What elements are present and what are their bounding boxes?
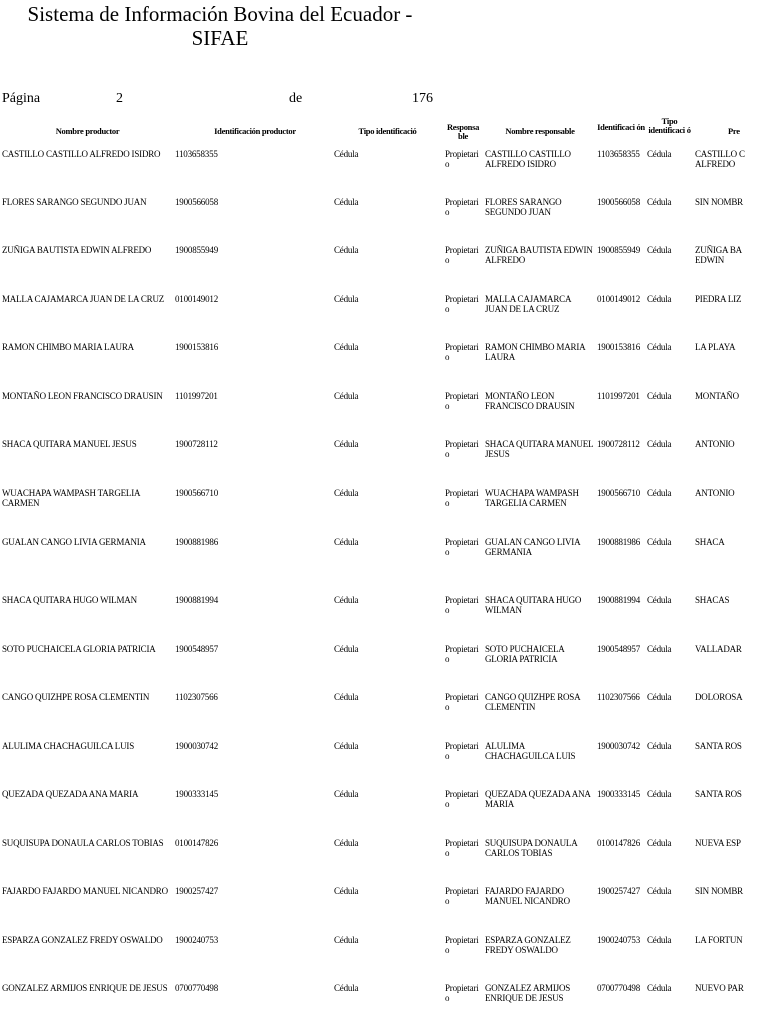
cell-identificacion-responsable: 1900548957	[597, 644, 641, 654]
cell-tipo-identificacion: Cédula	[334, 595, 359, 605]
cell-nombre-productor: QUEZADA QUEZADA ANA MARIA	[2, 789, 139, 799]
cell-nombre-responsable: CASTILLO CASTILLO ALFREDO ISIDRO	[485, 149, 571, 169]
cell-identificacion-responsable: 1102307566	[597, 692, 640, 702]
cell-tipo-identificacion: Cédula	[334, 692, 359, 702]
cell-identificacion-responsable: 1103658355	[597, 149, 640, 159]
cell-predio: VALLADAR	[695, 644, 742, 654]
cell-responsable: Propietari o	[445, 838, 479, 858]
cell-identificacion-productor: 1900881986	[175, 537, 219, 547]
cell-identificacion-responsable: 1900728112	[597, 439, 640, 449]
cell-predio: SHACAS	[695, 595, 730, 605]
document-title	[0, 2, 440, 50]
cell-identificacion-responsable: 1900566058	[597, 197, 641, 207]
cell-identificacion-productor: 1900240753	[175, 935, 219, 945]
cell-tipo-identificacion: Cédula	[334, 294, 359, 304]
cell-identificacion-productor: 0700770498	[175, 983, 219, 993]
cell-identificacion-responsable: 0100147826	[597, 838, 641, 848]
cell-tipo-identificacion-responsable: Cédula	[647, 342, 672, 352]
cell-predio: CASTILLO C ALFREDO	[695, 149, 745, 169]
cell-tipo-identificacion-responsable: Cédula	[647, 644, 672, 654]
cell-responsable: Propietari o	[445, 245, 479, 265]
header-nombre-responsable: Nombre responsable	[505, 126, 575, 136]
current-page-number: 2	[116, 91, 123, 106]
header-nombre-productor: Nombre productor	[55, 126, 120, 136]
cell-tipo-identificacion-responsable: Cédula	[647, 595, 672, 605]
cell-nombre-productor: SHACA QUITARA MANUEL JESUS	[2, 439, 137, 449]
cell-nombre-responsable: RAMON CHIMBO MARIA LAURA	[485, 342, 585, 362]
cell-nombre-productor: CASTILLO CASTILLO ALFREDO ISIDRO	[2, 149, 161, 159]
cell-predio: SANTA ROS	[695, 789, 742, 799]
cell-nombre-productor: SOTO PUCHAICELA GLORIA PATRICIA	[2, 644, 156, 654]
cell-tipo-identificacion-responsable: Cédula	[647, 197, 672, 207]
cell-identificacion-responsable: 0700770498	[597, 983, 641, 993]
title-line-2: SIFAE	[191, 26, 249, 50]
cell-nombre-responsable: FLORES SARANGO SEGUNDO JUAN	[485, 197, 562, 217]
cell-tipo-identificacion: Cédula	[334, 838, 359, 848]
cell-predio: ANTONIO	[695, 488, 735, 498]
cell-tipo-identificacion-responsable: Cédula	[647, 488, 672, 498]
cell-tipo-identificacion-responsable: Cédula	[647, 935, 672, 945]
cell-tipo-identificacion: Cédula	[334, 983, 359, 993]
cell-responsable: Propietari o	[445, 935, 479, 955]
cell-predio: MONTAÑO	[695, 391, 739, 401]
cell-tipo-identificacion: Cédula	[334, 197, 359, 207]
cell-identificacion-productor: 1900881994	[175, 595, 219, 605]
cell-identificacion-productor: 1900548957	[175, 644, 219, 654]
cell-nombre-responsable: ZUÑIGA BAUTISTA EDWIN ALFREDO	[485, 245, 593, 265]
cell-identificacion-responsable: 1900881994	[597, 595, 641, 605]
cell-tipo-identificacion: Cédula	[334, 245, 359, 255]
cell-tipo-identificacion: Cédula	[334, 789, 359, 799]
cell-responsable: Propietari o	[445, 391, 479, 411]
cell-tipo-identificacion: Cédula	[334, 935, 359, 945]
cell-responsable: Propietari o	[445, 537, 479, 557]
cell-responsable: Propietari o	[445, 789, 479, 809]
cell-nombre-responsable: ESPARZA GONZALEZ FREDY OSWALDO	[485, 935, 571, 955]
cell-identificacion-productor: 1900855949	[175, 245, 219, 255]
header-identificacion-responsable: Identificaci ón	[597, 122, 645, 132]
cell-tipo-identificacion-responsable: Cédula	[647, 294, 672, 304]
cell-identificacion-responsable: 1900855949	[597, 245, 641, 255]
cell-nombre-productor: GONZALEZ ARMIJOS ENRIQUE DE JESUS	[2, 983, 168, 993]
cell-responsable: Propietari o	[445, 439, 479, 459]
cell-tipo-identificacion-responsable: Cédula	[647, 838, 672, 848]
cell-identificacion-productor: 0100149012	[175, 294, 219, 304]
cell-tipo-identificacion-responsable: Cédula	[647, 983, 672, 993]
cell-identificacion-responsable: 1101997201	[597, 391, 640, 401]
cell-tipo-identificacion: Cédula	[334, 149, 359, 159]
cell-nombre-productor: MONTAÑO LEON FRANCISCO DRAUSIN	[2, 391, 163, 401]
cell-predio: ZUÑIGA BA EDWIN	[695, 245, 742, 265]
cell-predio: SIN NOMBR	[695, 886, 743, 896]
cell-nombre-responsable: QUEZADA QUEZADA ANA MARIA	[485, 789, 591, 809]
cell-nombre-productor: SHACA QUITARA HUGO WILMAN	[2, 595, 137, 605]
cell-nombre-responsable: ALULIMA CHACHAGUILCA LUIS	[485, 741, 576, 761]
of-label: de	[289, 91, 303, 106]
cell-nombre-responsable: MALLA CAJAMARCA JUAN DE LA CRUZ	[485, 294, 571, 314]
cell-identificacion-productor: 1900030742	[175, 741, 219, 751]
cell-nombre-responsable: SUQUISUPA DONAULA CARLOS TOBIAS	[485, 838, 578, 858]
cell-responsable: Propietari o	[445, 197, 479, 217]
cell-predio: PIEDRA LIZ	[695, 294, 742, 304]
page-label: Página	[2, 91, 41, 106]
cell-identificacion-productor: 1900333145	[175, 789, 219, 799]
cell-nombre-productor: RAMON CHIMBO MARIA LAURA	[2, 342, 134, 352]
cell-responsable: Propietari o	[445, 595, 479, 615]
cell-identificacion-responsable: 1900257427	[597, 886, 641, 896]
cell-identificacion-responsable: 1900333145	[597, 789, 641, 799]
total-pages-number: 176	[412, 91, 433, 106]
cell-responsable: Propietari o	[445, 294, 479, 314]
cell-nombre-responsable: SHACA QUITARA HUGO WILMAN	[485, 595, 582, 615]
cell-identificacion-productor: 0100147826	[175, 838, 219, 848]
cell-nombre-productor: GUALAN CANGO LIVIA GERMANIA	[2, 537, 146, 547]
cell-predio: SANTA ROS	[695, 741, 742, 751]
cell-identificacion-responsable: 1900881986	[597, 537, 641, 547]
cell-tipo-identificacion-responsable: Cédula	[647, 245, 672, 255]
cell-tipo-identificacion-responsable: Cédula	[647, 886, 672, 896]
cell-nombre-productor: ALULIMA CHACHAGUILCA LUIS	[2, 741, 134, 751]
cell-responsable: Propietari o	[445, 644, 479, 664]
cell-tipo-identificacion: Cédula	[334, 391, 359, 401]
cell-predio: SHACA	[695, 537, 725, 547]
cell-responsable: Propietari o	[445, 692, 479, 712]
cell-nombre-responsable: SOTO PUCHAICELA GLORIA PATRICIA	[485, 644, 565, 664]
cell-nombre-responsable: FAJARDO FAJARDO MANUEL NICANDRO	[485, 886, 570, 906]
cell-identificacion-productor: 1900566710	[175, 488, 219, 498]
cell-tipo-identificacion-responsable: Cédula	[647, 692, 672, 702]
cell-nombre-productor: FAJARDO FAJARDO MANUEL NICANDRO	[2, 886, 168, 896]
cell-identificacion-productor: 1102307566	[175, 692, 218, 702]
cell-nombre-productor: FLORES SARANGO SEGUNDO JUAN	[2, 197, 147, 207]
cell-nombre-responsable: MONTAÑO LEON FRANCISCO DRAUSIN	[485, 391, 575, 411]
cell-nombre-productor: WUACHAPA WAMPASH TARGELIA CARMEN	[2, 488, 140, 508]
cell-responsable: Propietari o	[445, 741, 479, 761]
header-tipo-identificacion: Tipo identificació	[358, 126, 417, 136]
cell-predio: ANTONIO	[695, 439, 735, 449]
cell-identificacion-responsable: 1900030742	[597, 741, 641, 751]
cell-responsable: Propietari o	[445, 983, 479, 1003]
cell-tipo-identificacion-responsable: Cédula	[647, 439, 672, 449]
cell-identificacion-productor: 1103658355	[175, 149, 218, 159]
header-predio: Pre	[728, 127, 740, 136]
title-line-1: Sistema de Información Bovina del Ecuador -	[27, 2, 413, 26]
cell-predio: SIN NOMBR	[695, 197, 743, 207]
cell-nombre-responsable: CANGO QUIZHPE ROSA CLEMENTIN	[485, 692, 580, 712]
cell-nombre-responsable: GUALAN CANGO LIVIA GERMANIA	[485, 537, 580, 557]
cell-tipo-identificacion: Cédula	[334, 886, 359, 896]
cell-identificacion-responsable: 1900153816	[597, 342, 641, 352]
cell-identificacion-responsable: 1900566710	[597, 488, 641, 498]
cell-predio: NUEVO PAR	[695, 983, 744, 993]
cell-nombre-productor: CANGO QUIZHPE ROSA CLEMENTIN	[2, 692, 150, 702]
cell-predio: LA FORTUN	[695, 935, 743, 945]
cell-tipo-identificacion: Cédula	[334, 537, 359, 547]
cell-responsable: Propietari o	[445, 886, 479, 906]
cell-nombre-responsable: GONZALEZ ARMIJOS ENRIQUE DE JESUS	[485, 983, 571, 1003]
cell-identificacion-productor: 1101997201	[175, 391, 218, 401]
cell-tipo-identificacion-responsable: Cédula	[647, 741, 672, 751]
cell-identificacion-productor: 1900566058	[175, 197, 219, 207]
cell-tipo-identificacion: Cédula	[334, 644, 359, 654]
cell-nombre-productor: SUQUISUPA DONAULA CARLOS TOBIAS	[2, 838, 164, 848]
cell-responsable: Propietari o	[445, 342, 479, 362]
cell-identificacion-responsable: 1900240753	[597, 935, 641, 945]
cell-identificacion-productor: 1900153816	[175, 342, 219, 352]
cell-identificacion-productor: 1900257427	[175, 886, 219, 896]
cell-predio: DOLOROSA	[695, 692, 743, 702]
cell-tipo-identificacion: Cédula	[334, 439, 359, 449]
header-tipo-identificacion-responsable: Tipo identificaci ó	[648, 116, 691, 135]
cell-tipo-identificacion: Cédula	[334, 741, 359, 751]
cell-identificacion-responsable: 0100149012	[597, 294, 641, 304]
cell-tipo-identificacion: Cédula	[334, 342, 359, 352]
cell-tipo-identificacion-responsable: Cédula	[647, 149, 672, 159]
cell-nombre-productor: MALLA CAJAMARCA JUAN DE LA CRUZ	[2, 294, 165, 304]
header-identificacion-productor: Identificación productor	[214, 126, 296, 136]
cell-tipo-identificacion-responsable: Cédula	[647, 537, 672, 547]
header-responsable: Responsa ble	[446, 122, 480, 141]
cell-tipo-identificacion: Cédula	[334, 488, 359, 498]
cell-responsable: Propietari o	[445, 149, 479, 169]
cell-nombre-productor: ESPARZA GONZALEZ FREDY OSWALDO	[2, 935, 163, 945]
cell-nombre-productor: ZUÑIGA BAUTISTA EDWIN ALFREDO	[2, 245, 152, 255]
cell-nombre-responsable: SHACA QUITARA MANUEL JESUS	[485, 439, 593, 459]
cell-tipo-identificacion-responsable: Cédula	[647, 789, 672, 799]
cell-predio: NUEVA ESP	[695, 838, 741, 848]
cell-responsable: Propietari o	[445, 488, 479, 508]
cell-predio: LA PLAYA	[695, 342, 736, 352]
cell-nombre-responsable: WUACHAPA WAMPASH TARGELIA CARMEN	[485, 488, 579, 508]
cell-tipo-identificacion-responsable: Cédula	[647, 391, 672, 401]
cell-identificacion-productor: 1900728112	[175, 439, 218, 449]
